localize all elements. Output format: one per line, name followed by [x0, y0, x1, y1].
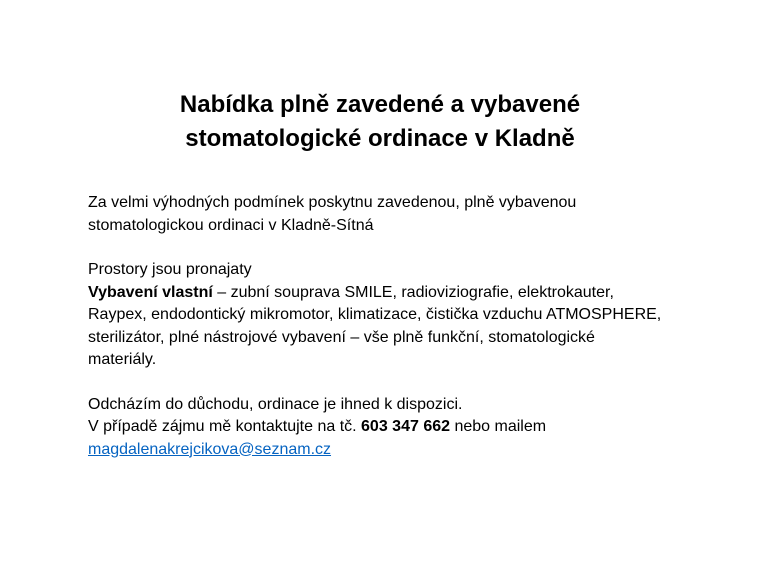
intro-paragraph	[88, 192, 728, 237]
paragraph-spacer	[88, 237, 728, 259]
intro-line-2: stomatologickou ordinaci v Kladně-Sítná	[88, 216, 374, 234]
equipment-line-1	[88, 282, 728, 305]
page-title	[0, 88, 760, 156]
title-line-1: Nabídka plně zavedené a vybavené	[179, 91, 581, 118]
phone-number: 603 347 662	[361, 418, 451, 435]
contact-line	[88, 416, 728, 439]
document-body	[88, 192, 728, 461]
contact-suffix: nebo mailem	[450, 418, 547, 435]
intro-line-1: Za velmi výhodných podmínek poskytnu zavedenou, plně vybavenou	[88, 194, 577, 211]
title-line-2: stomatologické ordinace v Kladně	[185, 125, 575, 152]
equipment-label: Vybavení vlastní	[88, 283, 213, 301]
equipment-line-2: Raypex, endodontický mikromotor, klimatizace, čistička vzduchu ATMOSPHERE,	[88, 306, 662, 323]
contact-prefix: V případě zájmu mě kontaktujte na tč.	[88, 418, 362, 435]
equipment-line-3: sterilizátor, plné nástrojové vybavení – vše plně funkční, stomatologické	[88, 328, 595, 346]
retire-text: Odcházím do důchodu, ordinace je ihned k dispozici.	[88, 395, 463, 413]
equipment-line-4: materiály.	[88, 351, 157, 368]
equipment-line-1-text: – zubní souprava SMILE, radioviziografie, elektrokauter,	[212, 283, 614, 301]
contact-paragraph	[88, 394, 728, 462]
premises-text: Prostory jsou pronajaty	[88, 261, 252, 278]
paragraph-spacer	[88, 372, 728, 394]
premises-equipment-paragraph	[88, 259, 728, 372]
email-link[interactable]: magdalenakrejcikova@seznam.cz	[88, 440, 332, 458]
